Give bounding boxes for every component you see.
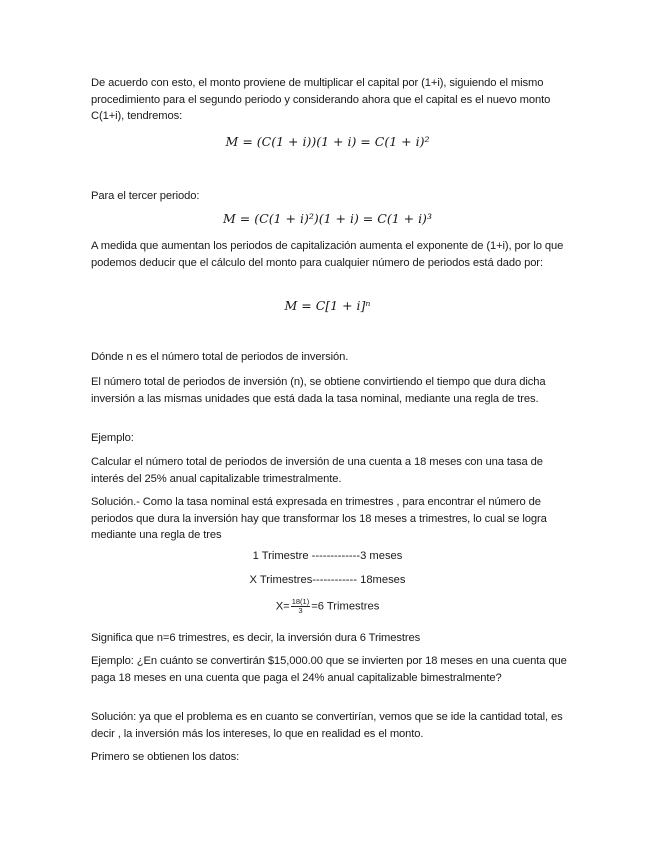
paragraph-first-data: Primero se obtienen los datos: <box>91 751 240 763</box>
rule-result <box>0 598 655 615</box>
paragraph-example-label: Ejemplo: <box>91 432 134 444</box>
paragraph-solution-1: Solución.- Como la tasa nominal está expresada en trimestres , para encontrar el número de periodos que dura la inversión hay que transformar los 18 meses a trimestres, lo cual se logra mediante una regla de tres <box>91 496 547 541</box>
paragraph-intro: De acuerdo con esto, el monto proviene de multiplicar el capital por (1+i), siguiendo el mismo procedimiento para el segundo periodo y considerando ahora que el capital es el nuevo monto C(1+i), tendremos: <box>91 77 551 122</box>
equation-third-period: M = (C(1 + i)²)(1 + i) = C(1 + i)³ <box>223 211 432 226</box>
rule-line-1: 1 Trimestre -------------3 meses <box>252 550 403 562</box>
paragraph-meaning: Significa que n=6 trimestres, es decir, la inversión dura 6 Trimestres <box>91 632 421 644</box>
paragraph-example-problem: Calcular el número total de periodos de inversión de una cuenta a 18 meses con una tasa de interés del 25% anual capitalizable trimestralmente. <box>91 456 543 485</box>
rule-fraction <box>291 598 311 615</box>
paragraph-third-period: Para el tercer periodo: <box>91 190 200 202</box>
rule-result-suffix: =6 Trimestres <box>311 600 380 613</box>
paragraph-exponent: A medida que aumentan los periodos de capitalización aumenta el exponente de (1+i), por lo que podemos deducir que el cálculo del monto para cualquier número de periodos está dado por: <box>91 240 564 269</box>
equation-general-amount: M = C[1 + i]ⁿ <box>284 298 371 313</box>
paragraph-total-periods: El número total de periodos de inversión (n), se obtiene convirtiendo el tiempo que dura dicha inversión a las mismas unidades que está dada la tasa nominal, mediante una regla de tres. <box>91 376 546 405</box>
equation-second-period: M = (C(1 + i))(1 + i) = C(1 + i)² <box>225 134 430 149</box>
fraction-numerator: 18(1) <box>291 597 310 606</box>
rule-result-prefix: X= <box>275 600 290 613</box>
paragraph-example-2: Ejemplo: ¿En cuánto se convertirán $15,000.00 que se invierten por 18 meses en una cuenta que paga 18 meses en una cuenta que paga el 24% anual capitalizable bimestralmente? <box>91 655 567 684</box>
fraction-denominator: 3 <box>298 606 303 615</box>
paragraph-n-definition: Dónde n es el número total de periodos de inversión. <box>91 351 349 363</box>
paragraph-solution-2: Solución: ya que el problema es en cuanto se convertirían, vemos que se ide la cantidad total, es decir , la inversión más los intereses, lo que en realidad es el monto. <box>91 711 563 740</box>
rule-line-2: X Trimestres------------ 18meses <box>249 574 406 586</box>
